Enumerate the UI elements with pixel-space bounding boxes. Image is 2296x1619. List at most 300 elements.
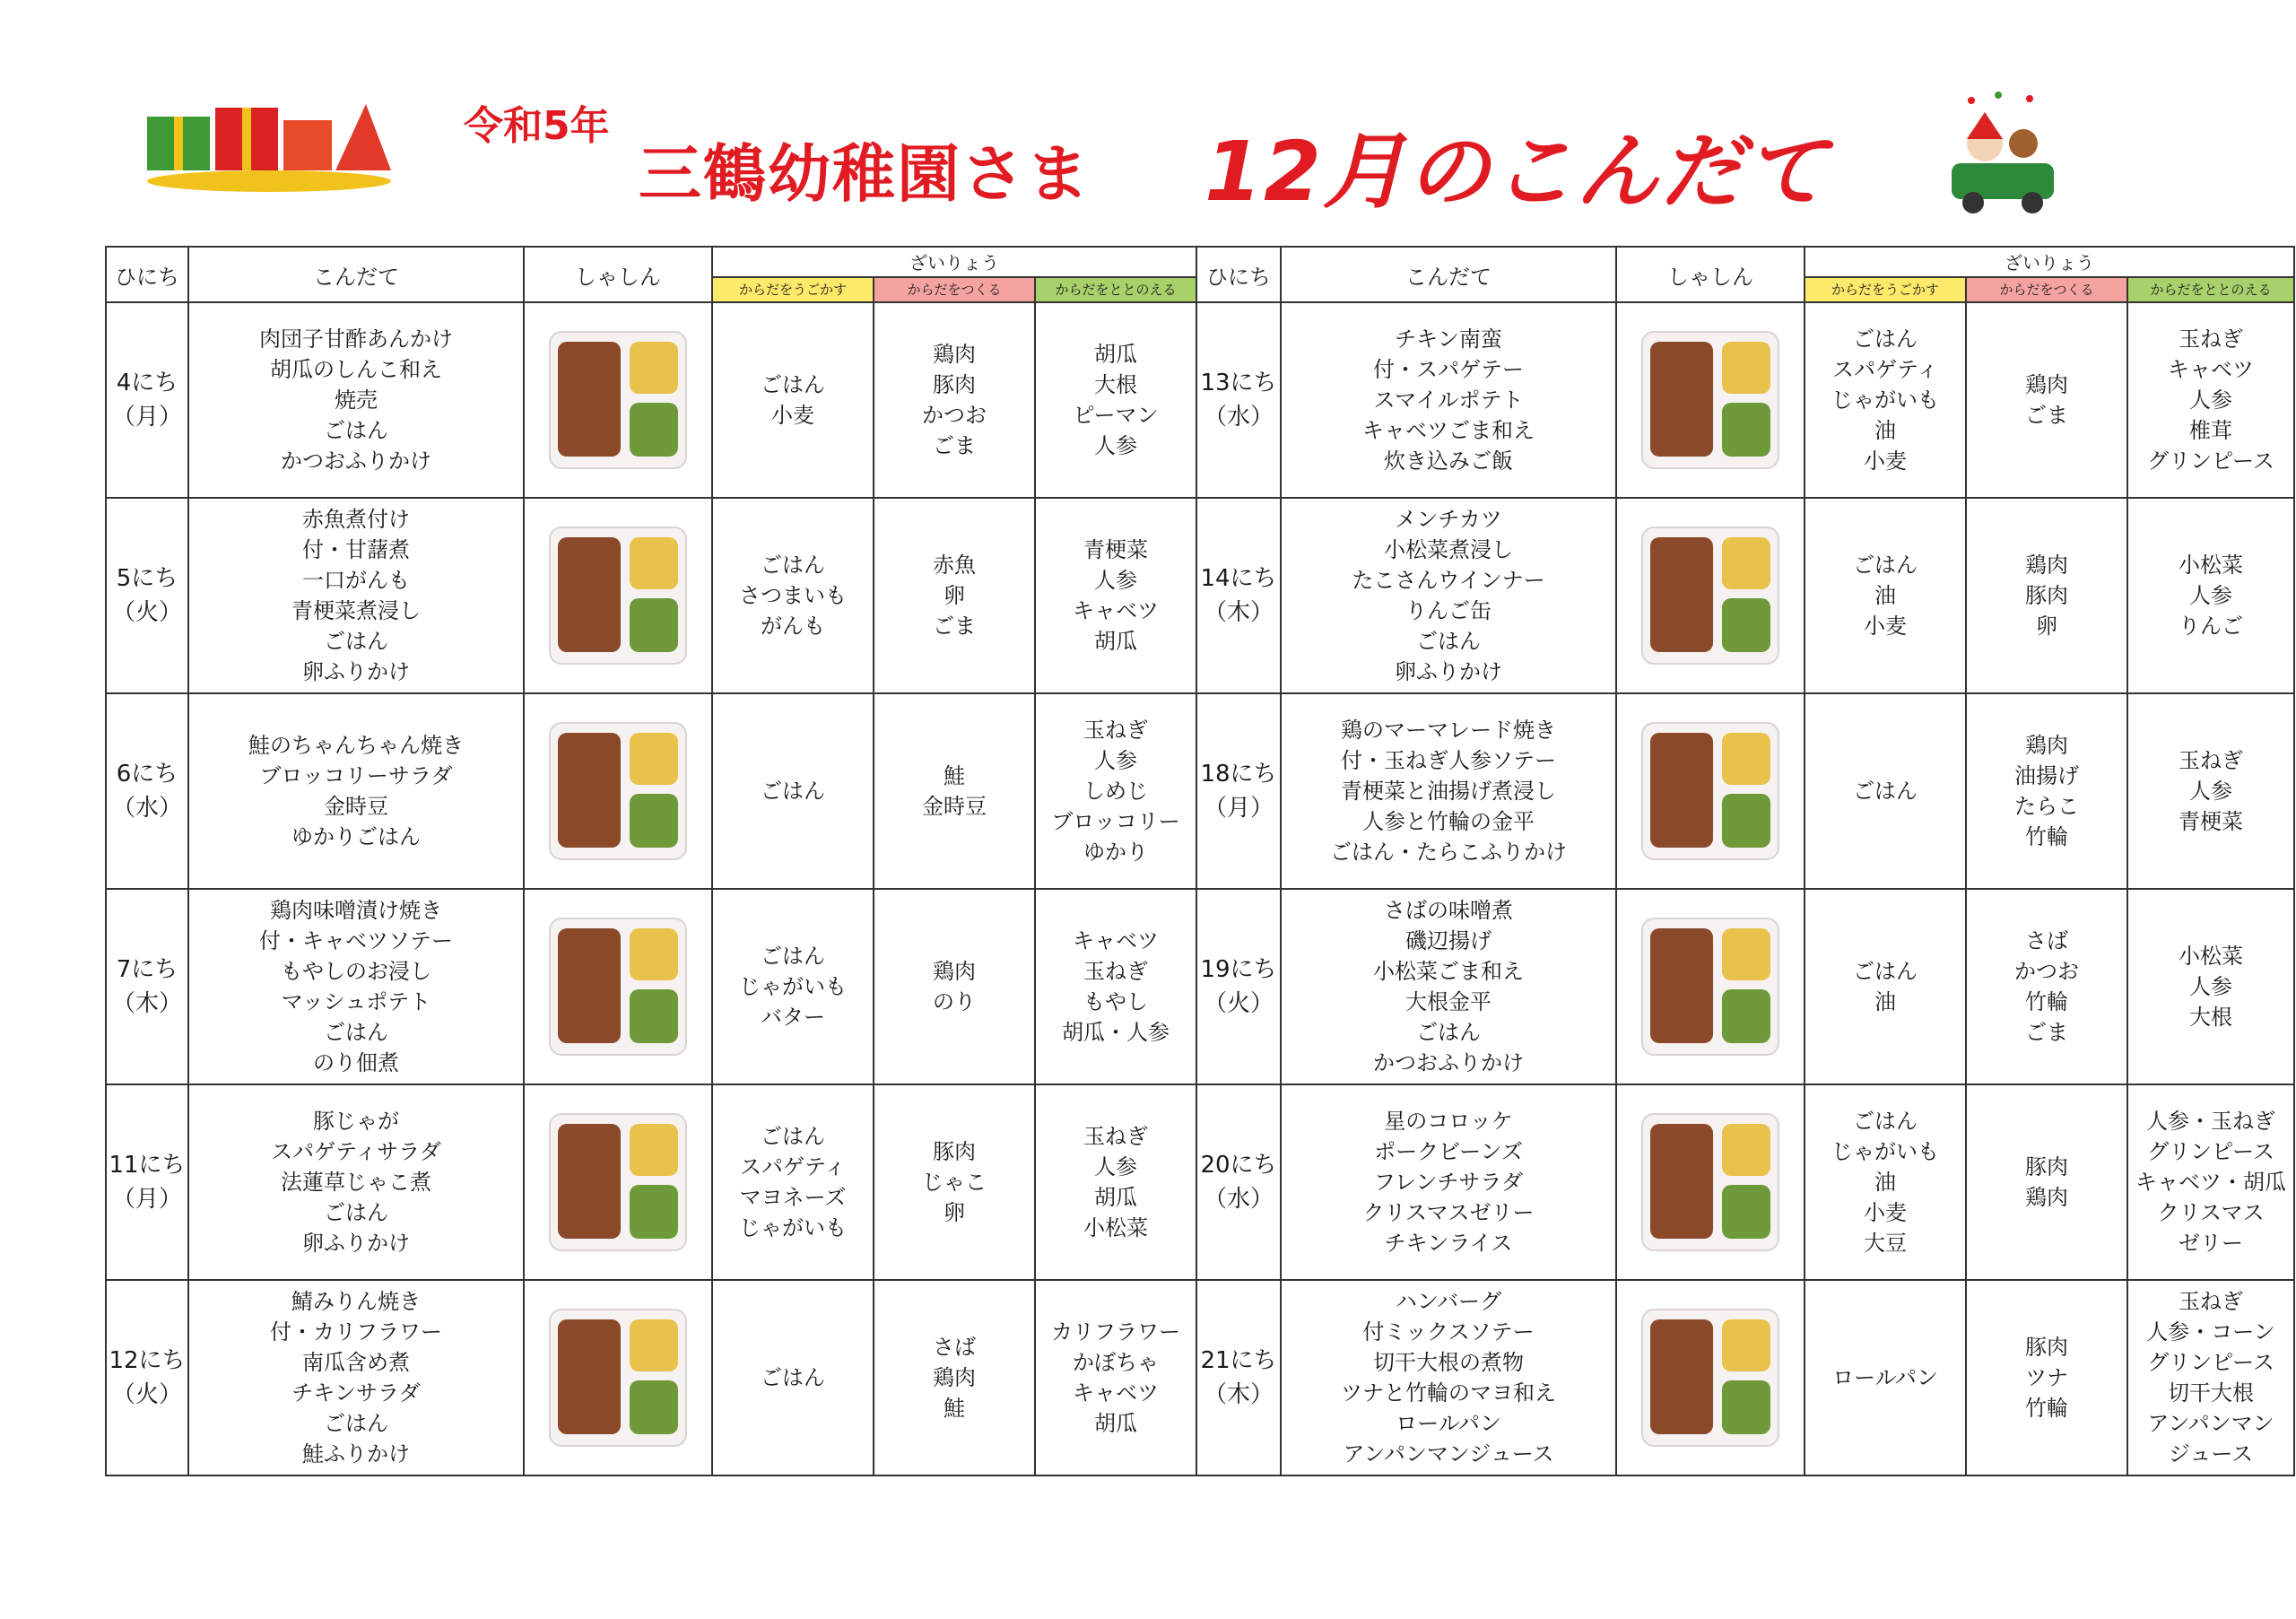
meal-photo bbox=[1641, 722, 1779, 860]
meal-photo bbox=[1641, 527, 1779, 665]
energy-cell-item: 油 bbox=[1874, 989, 1896, 1014]
energy-cell-item: ごはん bbox=[761, 1365, 825, 1390]
build-cell-item: のり bbox=[933, 989, 976, 1014]
build-cell bbox=[1966, 498, 2127, 693]
condition-cell bbox=[1035, 693, 1196, 889]
menu-cell-item: 豚じゃが bbox=[313, 1109, 399, 1134]
weekday-label: （火） bbox=[111, 1381, 182, 1408]
condition-cell-item: 人参 bbox=[1094, 433, 1137, 458]
header-ingredients: ざいりょう bbox=[712, 247, 1196, 277]
condition-cell bbox=[1035, 1280, 1196, 1475]
condition-cell-item: 椎茸 bbox=[2189, 418, 2232, 443]
energy-cell bbox=[1805, 693, 1966, 889]
condition-cell-item: 青梗菜 bbox=[1083, 537, 1148, 562]
condition-cell bbox=[1035, 498, 1196, 693]
condition-cell-item: キャベツ bbox=[2168, 357, 2254, 382]
energy-cell-item: ごはん bbox=[761, 779, 825, 804]
menu-cell-item: 胡瓜のしんこ和え bbox=[270, 357, 442, 382]
weekday-label: （木） bbox=[1203, 1381, 1274, 1408]
menu-cell-item: 付・カリフラワー bbox=[270, 1319, 442, 1345]
condition-cell-item: ゼリー bbox=[2179, 1231, 2243, 1256]
condition-cell-item: 切干大根 bbox=[2168, 1380, 2254, 1406]
energy-cell bbox=[712, 1084, 874, 1280]
menu-cell-item: りんご缶 bbox=[1405, 598, 1492, 623]
build-cell-item: さば bbox=[2025, 928, 2068, 953]
meal-photo bbox=[1641, 1113, 1779, 1251]
condition-cell bbox=[2127, 302, 2294, 498]
build-cell-item: 鶏肉 bbox=[2025, 1185, 2068, 1210]
build-cell-item: たらこ bbox=[2014, 794, 2079, 819]
condition-cell-item: もやし bbox=[1083, 989, 1148, 1014]
build-cell-item: ごま bbox=[933, 614, 976, 639]
menu-cell-item: 鯖みりん焼き bbox=[291, 1289, 421, 1314]
condition-cell-item: 胡瓜 bbox=[1094, 629, 1137, 654]
menu-cell-item: ツナと竹輪のマヨ和え bbox=[1341, 1380, 1556, 1406]
condition-cell-item: 玉ねぎ bbox=[2179, 748, 2243, 773]
menu-cell-item: 炊き込みご飯 bbox=[1384, 448, 1513, 474]
energy-cell bbox=[712, 693, 874, 889]
menu-cell-item: ハンバーグ bbox=[1395, 1289, 1502, 1314]
build-cell bbox=[874, 1084, 1035, 1280]
header-menu: こんだて bbox=[1281, 247, 1616, 302]
day-cell bbox=[1196, 1084, 1281, 1280]
condition-cell bbox=[2127, 889, 2294, 1084]
header-energy: からだをうごかす bbox=[712, 277, 874, 302]
photo-cell bbox=[1616, 889, 1805, 1084]
day-label: 13にち bbox=[1200, 370, 1277, 396]
menu-cell-item: 卵ふりかけ bbox=[302, 1231, 410, 1256]
condition-cell-item: 人参 bbox=[2189, 583, 2232, 608]
header-condition: からだをととのえる bbox=[2127, 277, 2294, 302]
menu-cell bbox=[188, 1084, 524, 1280]
energy-cell bbox=[1805, 1280, 1966, 1475]
table-row bbox=[106, 1084, 2294, 1280]
build-cell-item: 油揚げ bbox=[2014, 763, 2079, 788]
build-cell-item: 鶏肉 bbox=[933, 342, 976, 367]
day-label: 20にち bbox=[1200, 1152, 1277, 1179]
menu-cell-item: 焼売 bbox=[335, 387, 378, 413]
energy-cell-item: ごはん bbox=[761, 553, 825, 578]
build-cell bbox=[874, 302, 1035, 498]
weekday-label: （月） bbox=[111, 1186, 182, 1213]
menu-cell-item: チキン南蛮 bbox=[1395, 326, 1502, 352]
menu-cell-item: 鶏のマーマレード焼き bbox=[1341, 718, 1556, 743]
photo-cell bbox=[1616, 1084, 1805, 1280]
weekday-label: （水） bbox=[111, 795, 182, 822]
weekday-label: （水） bbox=[1203, 1186, 1274, 1213]
menu-cell-item: さばの味噌煮 bbox=[1384, 898, 1513, 923]
menu-cell-item: 付・スパゲテー bbox=[1373, 357, 1524, 382]
build-cell-item: じゃこ bbox=[922, 1170, 987, 1195]
menu-cell-item: ごはん bbox=[1416, 629, 1481, 654]
condition-cell-item: 胡瓜 bbox=[1094, 342, 1137, 367]
build-cell bbox=[874, 1280, 1035, 1475]
day-label: 21にち bbox=[1200, 1347, 1277, 1374]
menu-cell-item: チキンライス bbox=[1384, 1231, 1513, 1256]
energy-cell-item: 小麦 bbox=[1864, 614, 1907, 639]
weekday-label: （火） bbox=[111, 599, 182, 626]
build-cell-item: 豚肉 bbox=[2025, 1154, 2068, 1179]
menu-cell bbox=[188, 1280, 524, 1475]
meal-photo bbox=[1641, 1309, 1779, 1447]
build-cell-item: 卵 bbox=[2036, 614, 2057, 639]
condition-cell-item: キャベツ bbox=[1073, 598, 1159, 623]
header-menu: こんだて bbox=[188, 247, 524, 302]
build-cell bbox=[1966, 1280, 2127, 1475]
condition-cell-item: 人参・玉ねぎ bbox=[2146, 1109, 2275, 1134]
build-cell bbox=[1966, 1084, 2127, 1280]
menu-cell-item: 南瓜含め煮 bbox=[302, 1350, 410, 1375]
build-cell-item: ツナ bbox=[2025, 1365, 2068, 1390]
energy-cell bbox=[712, 302, 874, 498]
condition-cell-item: 玉ねぎ bbox=[2179, 326, 2243, 352]
page-title: 12月のこんだて bbox=[1205, 124, 1830, 220]
build-cell-item: 鶏肉 bbox=[2025, 733, 2068, 758]
condition-cell-item: りんご bbox=[2179, 614, 2243, 639]
condition-cell-item: 玉ねぎ bbox=[2179, 1289, 2243, 1314]
menu-cell-item: 付・甘藷煮 bbox=[302, 537, 410, 562]
day-label: 5にち bbox=[116, 565, 178, 592]
condition-cell bbox=[1035, 1084, 1196, 1280]
day-label: 14にち bbox=[1200, 565, 1277, 592]
condition-cell-item: 小松菜 bbox=[2179, 553, 2243, 578]
menu-cell bbox=[1281, 693, 1616, 889]
meal-photo bbox=[549, 527, 687, 665]
condition-cell-item: 青梗菜 bbox=[2179, 809, 2243, 834]
day-label: 6にち bbox=[116, 761, 178, 788]
menu-cell-item: 小松菜ごま和え bbox=[1373, 959, 1524, 984]
build-cell-item: 鶏肉 bbox=[2025, 553, 2068, 578]
menu-cell-item: チキンサラダ bbox=[291, 1380, 421, 1406]
menu-cell-item: メンチカツ bbox=[1395, 507, 1502, 532]
day-label: 18にち bbox=[1200, 761, 1277, 788]
menu-cell bbox=[188, 889, 524, 1084]
photo-cell bbox=[524, 498, 712, 693]
menu-cell-item: 鶏肉味噌漬け焼き bbox=[270, 898, 442, 923]
menu-cell-item: ごはん bbox=[1416, 1020, 1481, 1045]
menu-cell bbox=[1281, 302, 1616, 498]
energy-cell bbox=[712, 889, 874, 1084]
energy-cell bbox=[1805, 302, 1966, 498]
condition-cell-item: 人参 bbox=[1094, 568, 1137, 593]
day-cell bbox=[106, 498, 188, 693]
condition-cell-item: 人参 bbox=[2189, 387, 2232, 413]
energy-cell bbox=[1805, 1084, 1966, 1280]
build-cell bbox=[1966, 302, 2127, 498]
table-row bbox=[106, 889, 2294, 1084]
energy-cell-item: ごはん bbox=[1853, 553, 1918, 578]
condition-cell-item: 大根 bbox=[2189, 1005, 2232, 1030]
menu-cell-item: 肉団子甘酢あんかけ bbox=[259, 326, 453, 352]
condition-cell bbox=[2127, 1084, 2294, 1280]
condition-cell-item: ジュース bbox=[2168, 1441, 2254, 1467]
weekday-label: （月） bbox=[111, 404, 182, 431]
day-cell bbox=[1196, 302, 1281, 498]
menu-cell bbox=[1281, 1084, 1616, 1280]
condition-cell-item: カリフラワー bbox=[1051, 1319, 1180, 1345]
menu-cell-item: 磯辺揚げ bbox=[1405, 928, 1492, 953]
table-row bbox=[106, 693, 2294, 889]
condition-cell-item: 玉ねぎ bbox=[1083, 718, 1148, 743]
condition-cell-item: しめじ bbox=[1083, 779, 1148, 804]
day-label: 4にち bbox=[116, 370, 178, 396]
menu-cell-item: アンパンマンジュース bbox=[1343, 1441, 1554, 1467]
condition-cell-item: キャベツ bbox=[1073, 928, 1159, 953]
energy-cell bbox=[1805, 889, 1966, 1084]
menu-cell-item: 切干大根の煮物 bbox=[1373, 1350, 1524, 1375]
menu-cell-item: マッシュポテト bbox=[281, 989, 431, 1014]
meal-photo bbox=[1641, 331, 1779, 469]
menu-cell bbox=[1281, 889, 1616, 1084]
weekday-label: （木） bbox=[111, 990, 182, 1017]
menu-cell-item: 鮭ふりかけ bbox=[302, 1441, 410, 1467]
header-condition: からだをととのえる bbox=[1035, 277, 1196, 302]
build-cell bbox=[874, 889, 1035, 1084]
meal-photo bbox=[549, 918, 687, 1056]
energy-cell-item: 油 bbox=[1874, 418, 1896, 443]
era-label: 令和5年 bbox=[464, 103, 610, 149]
build-cell-item: 鮭 bbox=[944, 763, 965, 788]
photo-cell bbox=[1616, 498, 1805, 693]
day-cell bbox=[106, 1280, 188, 1475]
energy-cell-item: ごはん bbox=[1853, 1109, 1918, 1134]
santa-car-icon bbox=[1944, 90, 2061, 224]
energy-cell-item: がんも bbox=[761, 614, 825, 639]
menu-cell-item: ごはん bbox=[324, 418, 388, 443]
day-cell bbox=[1196, 693, 1281, 889]
menu-cell-item: 鮭のちゃんちゃん焼き bbox=[248, 733, 464, 758]
weekday-label: （火） bbox=[1203, 990, 1274, 1017]
menu-cell-item: 法蓮草じゃこ煮 bbox=[281, 1170, 431, 1195]
energy-cell-item: マヨネーズ bbox=[739, 1185, 847, 1210]
build-cell-item: 竹輪 bbox=[2025, 1396, 2068, 1421]
build-cell bbox=[1966, 693, 2127, 889]
condition-cell-item: 小松菜 bbox=[1083, 1215, 1148, 1240]
page-header bbox=[0, 0, 2296, 233]
condition-cell-item: 人参 bbox=[2189, 974, 2232, 999]
menu-cell-item: 卵ふりかけ bbox=[302, 659, 410, 684]
day-cell bbox=[1196, 1280, 1281, 1475]
table-row bbox=[106, 302, 2294, 498]
meal-photo bbox=[549, 722, 687, 860]
energy-cell-item: じゃがいも bbox=[1831, 387, 1939, 413]
energy-cell bbox=[712, 498, 874, 693]
menu-cell-item: 一口がんも bbox=[302, 568, 410, 593]
menu-cell-item: ごはん bbox=[324, 629, 388, 654]
day-cell bbox=[106, 1084, 188, 1280]
header-energy: からだをうごかす bbox=[1805, 277, 1966, 302]
day-label: 12にち bbox=[109, 1347, 186, 1374]
condition-cell-item: 胡瓜 bbox=[1094, 1411, 1137, 1436]
menu-cell-item: クリスマスゼリー bbox=[1362, 1200, 1535, 1225]
build-cell bbox=[874, 498, 1035, 693]
meal-photo bbox=[549, 1113, 687, 1251]
school-name: 三鶴幼稚園さま bbox=[639, 137, 1091, 211]
photo-cell bbox=[524, 693, 712, 889]
energy-cell-item: 大豆 bbox=[1864, 1231, 1907, 1256]
build-cell-item: 卵 bbox=[944, 583, 965, 608]
energy-cell bbox=[712, 1280, 874, 1475]
menu-cell-item: 金時豆 bbox=[324, 794, 388, 819]
menu-cell-item: ごはん・たらこふりかけ bbox=[1330, 840, 1567, 865]
energy-cell-item: 油 bbox=[1874, 1170, 1896, 1195]
build-cell-item: 鶏肉 bbox=[933, 1365, 976, 1390]
photo-cell bbox=[524, 889, 712, 1084]
build-cell-item: ごま bbox=[2025, 1020, 2068, 1045]
build-cell-item: 鶏肉 bbox=[2025, 372, 2068, 397]
energy-cell-item: ごはん bbox=[761, 944, 825, 969]
menu-cell-item: 人参と竹輪の金平 bbox=[1362, 809, 1535, 834]
menu-cell-item: 大根金平 bbox=[1405, 989, 1492, 1014]
condition-cell-item: アンパンマン bbox=[2147, 1411, 2274, 1436]
meal-photo bbox=[549, 1309, 687, 1447]
menu-cell-item: のり佃煮 bbox=[313, 1050, 399, 1075]
condition-cell-item: 人参 bbox=[2189, 779, 2232, 804]
build-cell-item: 竹輪 bbox=[2025, 824, 2068, 849]
condition-cell-item: グリンピース bbox=[2147, 1350, 2274, 1375]
energy-cell-item: ごはん bbox=[1853, 779, 1918, 804]
energy-cell-item: じゃがいも bbox=[739, 1215, 847, 1240]
build-cell-item: 豚肉 bbox=[933, 372, 976, 397]
condition-cell bbox=[2127, 693, 2294, 889]
condition-cell-item: グリンピース bbox=[2147, 1139, 2274, 1164]
condition-cell-item: 小松菜 bbox=[2179, 944, 2243, 969]
energy-cell-item: ごはん bbox=[1853, 326, 1918, 352]
menu-cell-item: ポークビーンズ bbox=[1374, 1139, 1523, 1164]
energy-cell-item: ごはん bbox=[1853, 959, 1918, 984]
menu-cell bbox=[188, 498, 524, 693]
table-row bbox=[106, 1280, 2294, 1475]
build-cell-item: 豚肉 bbox=[2025, 1335, 2068, 1360]
menu-cell-item: もやしのお浸し bbox=[281, 959, 431, 984]
condition-cell-item: 人参 bbox=[1094, 748, 1137, 773]
energy-cell bbox=[1805, 498, 1966, 693]
build-cell-item: 卵 bbox=[944, 1200, 965, 1225]
menu-cell-item: スパゲティサラダ bbox=[271, 1139, 441, 1164]
photo-cell bbox=[1616, 1280, 1805, 1475]
menu-cell-item: 付・玉ねぎ人参ソテー bbox=[1341, 748, 1556, 773]
energy-cell-item: じゃがいも bbox=[739, 974, 847, 999]
condition-cell-item: クリスマス bbox=[2157, 1200, 2265, 1225]
menu-cell-item: たこさんウインナー bbox=[1352, 568, 1545, 593]
header-photo: しゃしん bbox=[1616, 247, 1805, 302]
energy-cell-item: 油 bbox=[1874, 583, 1896, 608]
day-cell bbox=[1196, 498, 1281, 693]
photo-cell bbox=[1616, 302, 1805, 498]
menu-table bbox=[105, 246, 2295, 1476]
condition-cell-item: 胡瓜 bbox=[1094, 1185, 1137, 1210]
energy-cell-item: バター bbox=[761, 1005, 825, 1030]
header-photo: しゃしん bbox=[524, 247, 712, 302]
build-cell bbox=[1966, 889, 2127, 1084]
build-cell-item: 鮭 bbox=[944, 1396, 965, 1421]
menu-cell-item: スマイルポテト bbox=[1373, 387, 1524, 413]
menu-cell-item: かつおふりかけ bbox=[281, 448, 431, 474]
day-label: 7にち bbox=[116, 956, 178, 983]
condition-cell-item: グリンピース bbox=[2147, 448, 2274, 474]
build-cell-item: 赤魚 bbox=[933, 553, 976, 578]
day-label: 19にち bbox=[1200, 956, 1277, 983]
energy-cell-item: さつまいも bbox=[739, 583, 847, 608]
energy-cell-item: 小麦 bbox=[771, 403, 814, 428]
build-cell-item: 鶏肉 bbox=[933, 959, 976, 984]
menu-cell-item: 青梗菜煮浸し bbox=[291, 598, 421, 623]
energy-cell-item: ごはん bbox=[761, 372, 825, 397]
energy-cell-item: 小麦 bbox=[1864, 1200, 1907, 1225]
menu-cell-item: ごはん bbox=[324, 1020, 388, 1045]
condition-cell-item: ゆかり bbox=[1083, 840, 1148, 865]
energy-cell-item: スパゲティ bbox=[739, 1154, 847, 1179]
condition-cell-item: ブロッコリー bbox=[1051, 809, 1180, 834]
photo-cell bbox=[1616, 693, 1805, 889]
condition-cell-item: キャベツ・胡瓜 bbox=[2135, 1170, 2286, 1195]
menu-cell-item: キャベツごま和え bbox=[1362, 418, 1535, 443]
menu-cell bbox=[188, 693, 524, 889]
photo-cell bbox=[524, 1084, 712, 1280]
condition-cell-item: 人参・コーン bbox=[2146, 1319, 2275, 1345]
menu-cell-item: ロールパン bbox=[1396, 1411, 1501, 1436]
menu-body bbox=[106, 302, 2294, 1475]
meal-photo bbox=[1641, 918, 1779, 1056]
day-label: 11にち bbox=[109, 1152, 186, 1179]
menu-cell-item: ごはん bbox=[324, 1411, 388, 1436]
condition-cell bbox=[2127, 1280, 2294, 1475]
condition-cell-item: かぼちゃ bbox=[1073, 1350, 1159, 1375]
condition-cell bbox=[2127, 498, 2294, 693]
energy-cell-item: ロールパン bbox=[1832, 1365, 1938, 1390]
menu-cell-item: ブロッコリーサラダ bbox=[259, 763, 453, 788]
condition-cell-item: ピーマン bbox=[1073, 403, 1159, 428]
menu-cell bbox=[1281, 498, 1616, 693]
build-cell-item: 金時豆 bbox=[922, 794, 987, 819]
menu-cell-item: 赤魚煮付け bbox=[302, 507, 410, 532]
weekday-label: （木） bbox=[1203, 599, 1274, 626]
build-cell-item: さば bbox=[933, 1335, 976, 1360]
condition-cell-item: 玉ねぎ bbox=[1083, 1124, 1148, 1149]
christmas-gifts-icon bbox=[144, 99, 395, 197]
condition-cell-item: 大根 bbox=[1094, 372, 1137, 397]
energy-cell-item: じゃがいも bbox=[1831, 1139, 1939, 1164]
menu-cell-item: かつおふりかけ bbox=[1373, 1050, 1524, 1075]
menu-cell-item: 付ミックスソテー bbox=[1362, 1319, 1535, 1345]
weekday-label: （水） bbox=[1203, 404, 1274, 431]
menu-cell-item: ゆかりごはん bbox=[291, 824, 421, 849]
condition-cell-item: 胡瓜・人参 bbox=[1062, 1020, 1170, 1045]
condition-cell bbox=[1035, 889, 1196, 1084]
day-cell bbox=[1196, 889, 1281, 1084]
menu-cell-item: 青梗菜と油揚げ煮浸し bbox=[1341, 779, 1556, 804]
build-cell-item: ごま bbox=[2025, 403, 2068, 428]
menu-cell-item: 付・キャベツソテー bbox=[259, 928, 453, 953]
table-row bbox=[106, 498, 2294, 693]
condition-cell bbox=[1035, 302, 1196, 498]
menu-cell bbox=[1281, 1280, 1616, 1475]
energy-cell-item: 小麦 bbox=[1864, 448, 1907, 474]
header-day: ひにち bbox=[106, 247, 188, 302]
day-cell bbox=[106, 302, 188, 498]
condition-cell-item: 玉ねぎ bbox=[1083, 959, 1148, 984]
build-cell-item: 竹輪 bbox=[2025, 989, 2068, 1014]
build-cell-item: 豚肉 bbox=[933, 1139, 976, 1164]
header-build: からだをつくる bbox=[874, 277, 1035, 302]
build-cell-item: かつお bbox=[922, 403, 987, 428]
photo-cell bbox=[524, 1280, 712, 1475]
menu-cell bbox=[188, 302, 524, 498]
header-day: ひにち bbox=[1196, 247, 1281, 302]
day-cell bbox=[106, 889, 188, 1084]
photo-cell bbox=[524, 302, 712, 498]
menu-cell-item: ごはん bbox=[324, 1200, 388, 1225]
